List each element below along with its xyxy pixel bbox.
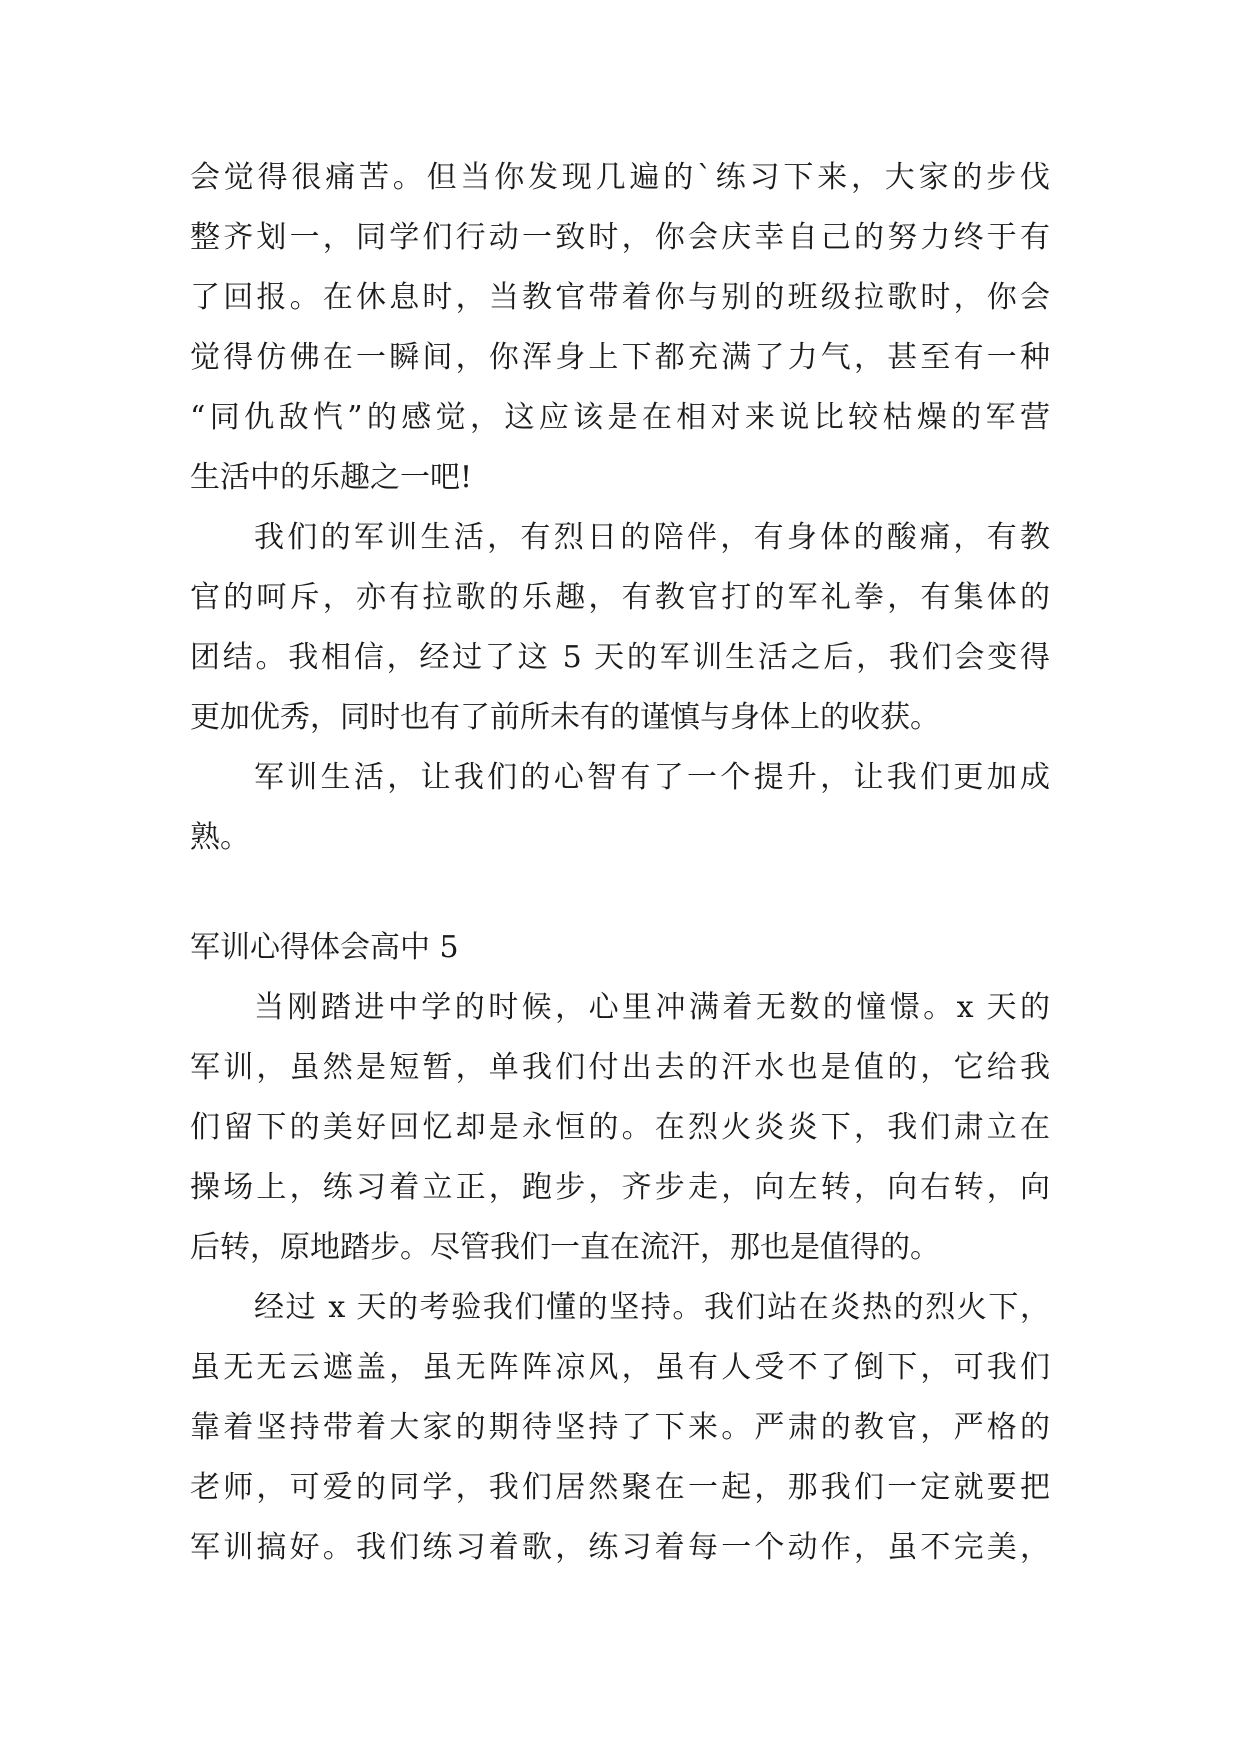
section-paragraph-1-line-4: 操场上，练习着立正，跑步，齐步走，向左转，向右转，向	[190, 1170, 1050, 1205]
paragraph-2-line-4: 更加优秀，同时也有了前所未有的谨慎与身体上的收获。	[190, 700, 940, 735]
paragraph-3-line-2: 熟。	[190, 820, 250, 855]
section-paragraph-2-line-2: 虽无无云遮盖，虽无阵阵凉风，虽有人受不了倒下，可我们	[190, 1350, 1050, 1385]
section-title: 军训心得体会高中 5	[190, 930, 459, 965]
paragraph-2-line-3: 团结。我相信，经过了这 5 天的军训生活之后，我们会变得	[190, 640, 1050, 675]
section-paragraph-1-line-5: 后转，原地踏步。尽管我们一直在流汗，那也是值得的。	[190, 1230, 940, 1265]
paragraph-1-line-6: 生活中的乐趣之一吧!	[190, 460, 473, 495]
section-paragraph-1-line-1: 当刚踏进中学的时候，心里冲满着无数的憧憬。x 天的	[254, 990, 1050, 1025]
paragraph-3-line-1: 军训生活，让我们的心智有了一个提升，让我们更加成	[254, 760, 1050, 795]
paragraph-2-line-1: 我们的军训生活，有烈日的陪伴，有身体的酸痛，有教	[254, 520, 1050, 555]
section-paragraph-1-line-3: 们留下的美好回忆却是永恒的。在烈火炎炎下，我们肃立在	[190, 1110, 1050, 1145]
section-paragraph-2-line-1: 经过 x 天的考验我们懂的坚持。我们站在炎热的烈火下，	[254, 1290, 1050, 1325]
paragraph-2-line-2: 官的呵斥，亦有拉歌的乐趣，有教官打的军礼拳，有集体的	[190, 580, 1050, 615]
section-paragraph-2-line-4: 老师，可爱的同学，我们居然聚在一起，那我们一定就要把	[190, 1470, 1050, 1505]
paragraph-1-line-1: 会觉得很痛苦。但当你发现几遍的`练习下来，大家的步伐	[190, 160, 1050, 195]
paragraph-1-line-5: “同仇敌忾”的感觉，这应该是在相对来说比较枯燥的军营	[190, 400, 1050, 435]
section-paragraph-2-line-5: 军训搞好。我们练习着歌，练习着每一个动作，虽不完美，	[190, 1530, 1050, 1565]
paragraph-1-line-4: 觉得仿佛在一瞬间，你浑身上下都充满了力气，甚至有一种	[190, 340, 1050, 375]
paragraph-1-line-2: 整齐划一，同学们行动一致时，你会庆幸自己的努力终于有	[190, 220, 1050, 255]
section-paragraph-2-line-3: 靠着坚持带着大家的期待坚持了下来。严肃的教官，严格的	[190, 1410, 1050, 1445]
section-paragraph-1-line-2: 军训，虽然是短暂，单我们付出去的汗水也是值的，它给我	[190, 1050, 1050, 1085]
paragraph-1-line-3: 了回报。在休息时，当教官带着你与别的班级拉歌时，你会	[190, 280, 1050, 315]
